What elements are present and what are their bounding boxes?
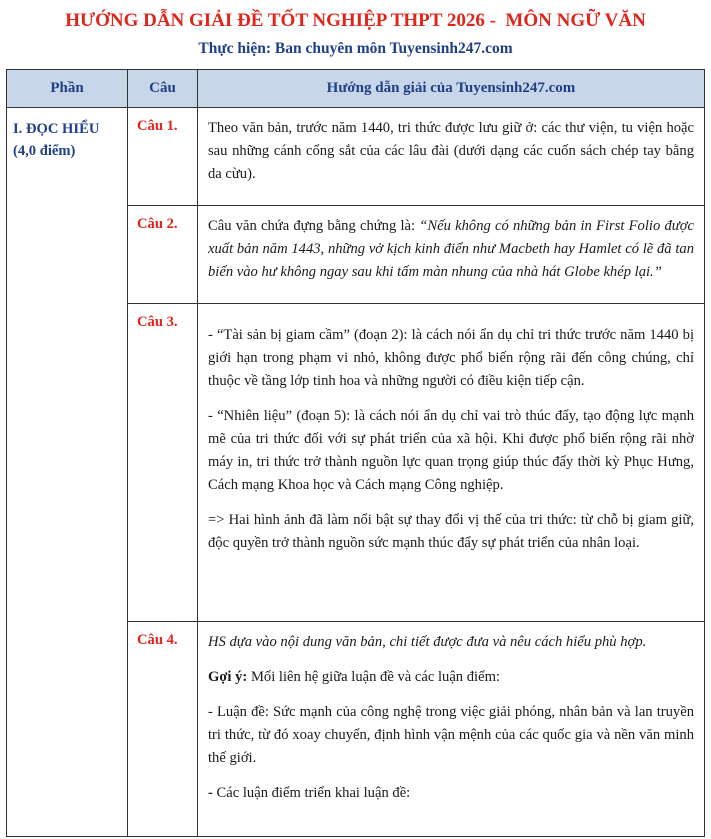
question-label: Câu 3.	[128, 304, 198, 622]
answer-paragraph: - “Tài sản bị giam cầm” (đoạn 2): là cách nói ẩn dụ chỉ tri thức trước năm 1440 bị giới hạn trong phạm vi nhỏ, không được phổ biến rộng rãi đến công chúng, chỉ thuộc về tầng lớp tinh hoa và những người có điều kiện tiếp cận.	[208, 327, 694, 389]
section-points: (4,0 điểm)	[13, 143, 76, 159]
answer-table	[6, 69, 705, 837]
answer-cell	[198, 206, 705, 304]
answer-intro: Câu văn chứa đựng bằng chứng là:	[208, 218, 420, 234]
bullet-dash: -	[208, 785, 213, 801]
table-row	[7, 108, 705, 206]
answer-quote: “Nếu không có những bản in First Folio được xuất bản năm 1443, những vở kịch kinh điển như Macbeth hay Hamlet có lẽ đã tan biến vào hư không ngay sau khi tấm màn nhung của nhà hát Globe khép lại.”	[208, 218, 695, 280]
question-label: Câu 1.	[128, 108, 198, 206]
answer-paragraph: Các luận điểm triển khai luận đề:	[212, 785, 411, 801]
hint-text: Mối liên hệ giữa luận đề và các luận điểm:	[247, 669, 500, 685]
section-cell	[7, 108, 128, 837]
answer-paragraph: - Luận đề: Sức mạnh của công nghệ trong việc giải phóng, nhân bản và lan truyền tri thức, từ đó xoay chuyển, định hình vận mệnh của các quốc gia và nền văn minh thế giới.	[208, 704, 694, 766]
answer-paragraph: => Hai hình ảnh đã làm nổi bật sự thay đổi vị thế của tri thức: từ chỗ bị giam giữ, độc quyền trở thành nguồn sức mạnh thúc đẩy sự phát triển của nhân loại.	[208, 512, 694, 551]
answer-cell	[198, 622, 705, 837]
answer-cell	[198, 304, 705, 622]
header-guide: Hướng dẫn giải của Tuyensinh247.com	[198, 70, 705, 108]
page-title: HƯỚNG DẪN GIẢI ĐỀ TỐT NGHIỆP THPT 2026 - MÔN NGỮ VĂN	[65, 10, 646, 31]
section-name: I. ĐỌC HIỂU	[13, 121, 100, 137]
table-header-row	[7, 70, 705, 108]
answer-text: Theo văn bản, trước năm 1440, tri thức được lưu giữ ở: các thư viện, tu viện hoặc sau những cánh cổng sắt của các lâu đài (dưới dạng các cuốn sách chép tay bằng da cừu).	[208, 120, 694, 182]
header-part: Phần	[7, 70, 128, 108]
hint-label: Gợi ý:	[208, 669, 248, 685]
answer-cell	[198, 108, 705, 206]
question-label: Câu 2.	[128, 206, 198, 304]
page-subtitle: Thực hiện: Ban chuyên môn Tuyensinh247.com	[198, 40, 513, 57]
answer-instruction: HS dựa vào nội dung văn bản, chi tiết được đưa và nêu cách hiểu phù hợp.	[208, 634, 647, 650]
header-question: Câu	[128, 70, 198, 108]
answer-paragraph: - “Nhiên liệu” (đoạn 5): là cách nói ẩn dụ chỉ vai trò thúc đẩy, tạo động lực mạnh mẽ của tri thức đối với sự phát triển của xã hội. Khi được phổ biến rộng rãi nhờ máy in, tri thức trở thành nguồn lực quan trọng giúp thúc đẩy thời kỳ Phục Hưng, Cách mạng Khoa học và Cách mạng Công nghiệp.	[208, 408, 694, 493]
question-label: Câu 4.	[128, 622, 198, 837]
